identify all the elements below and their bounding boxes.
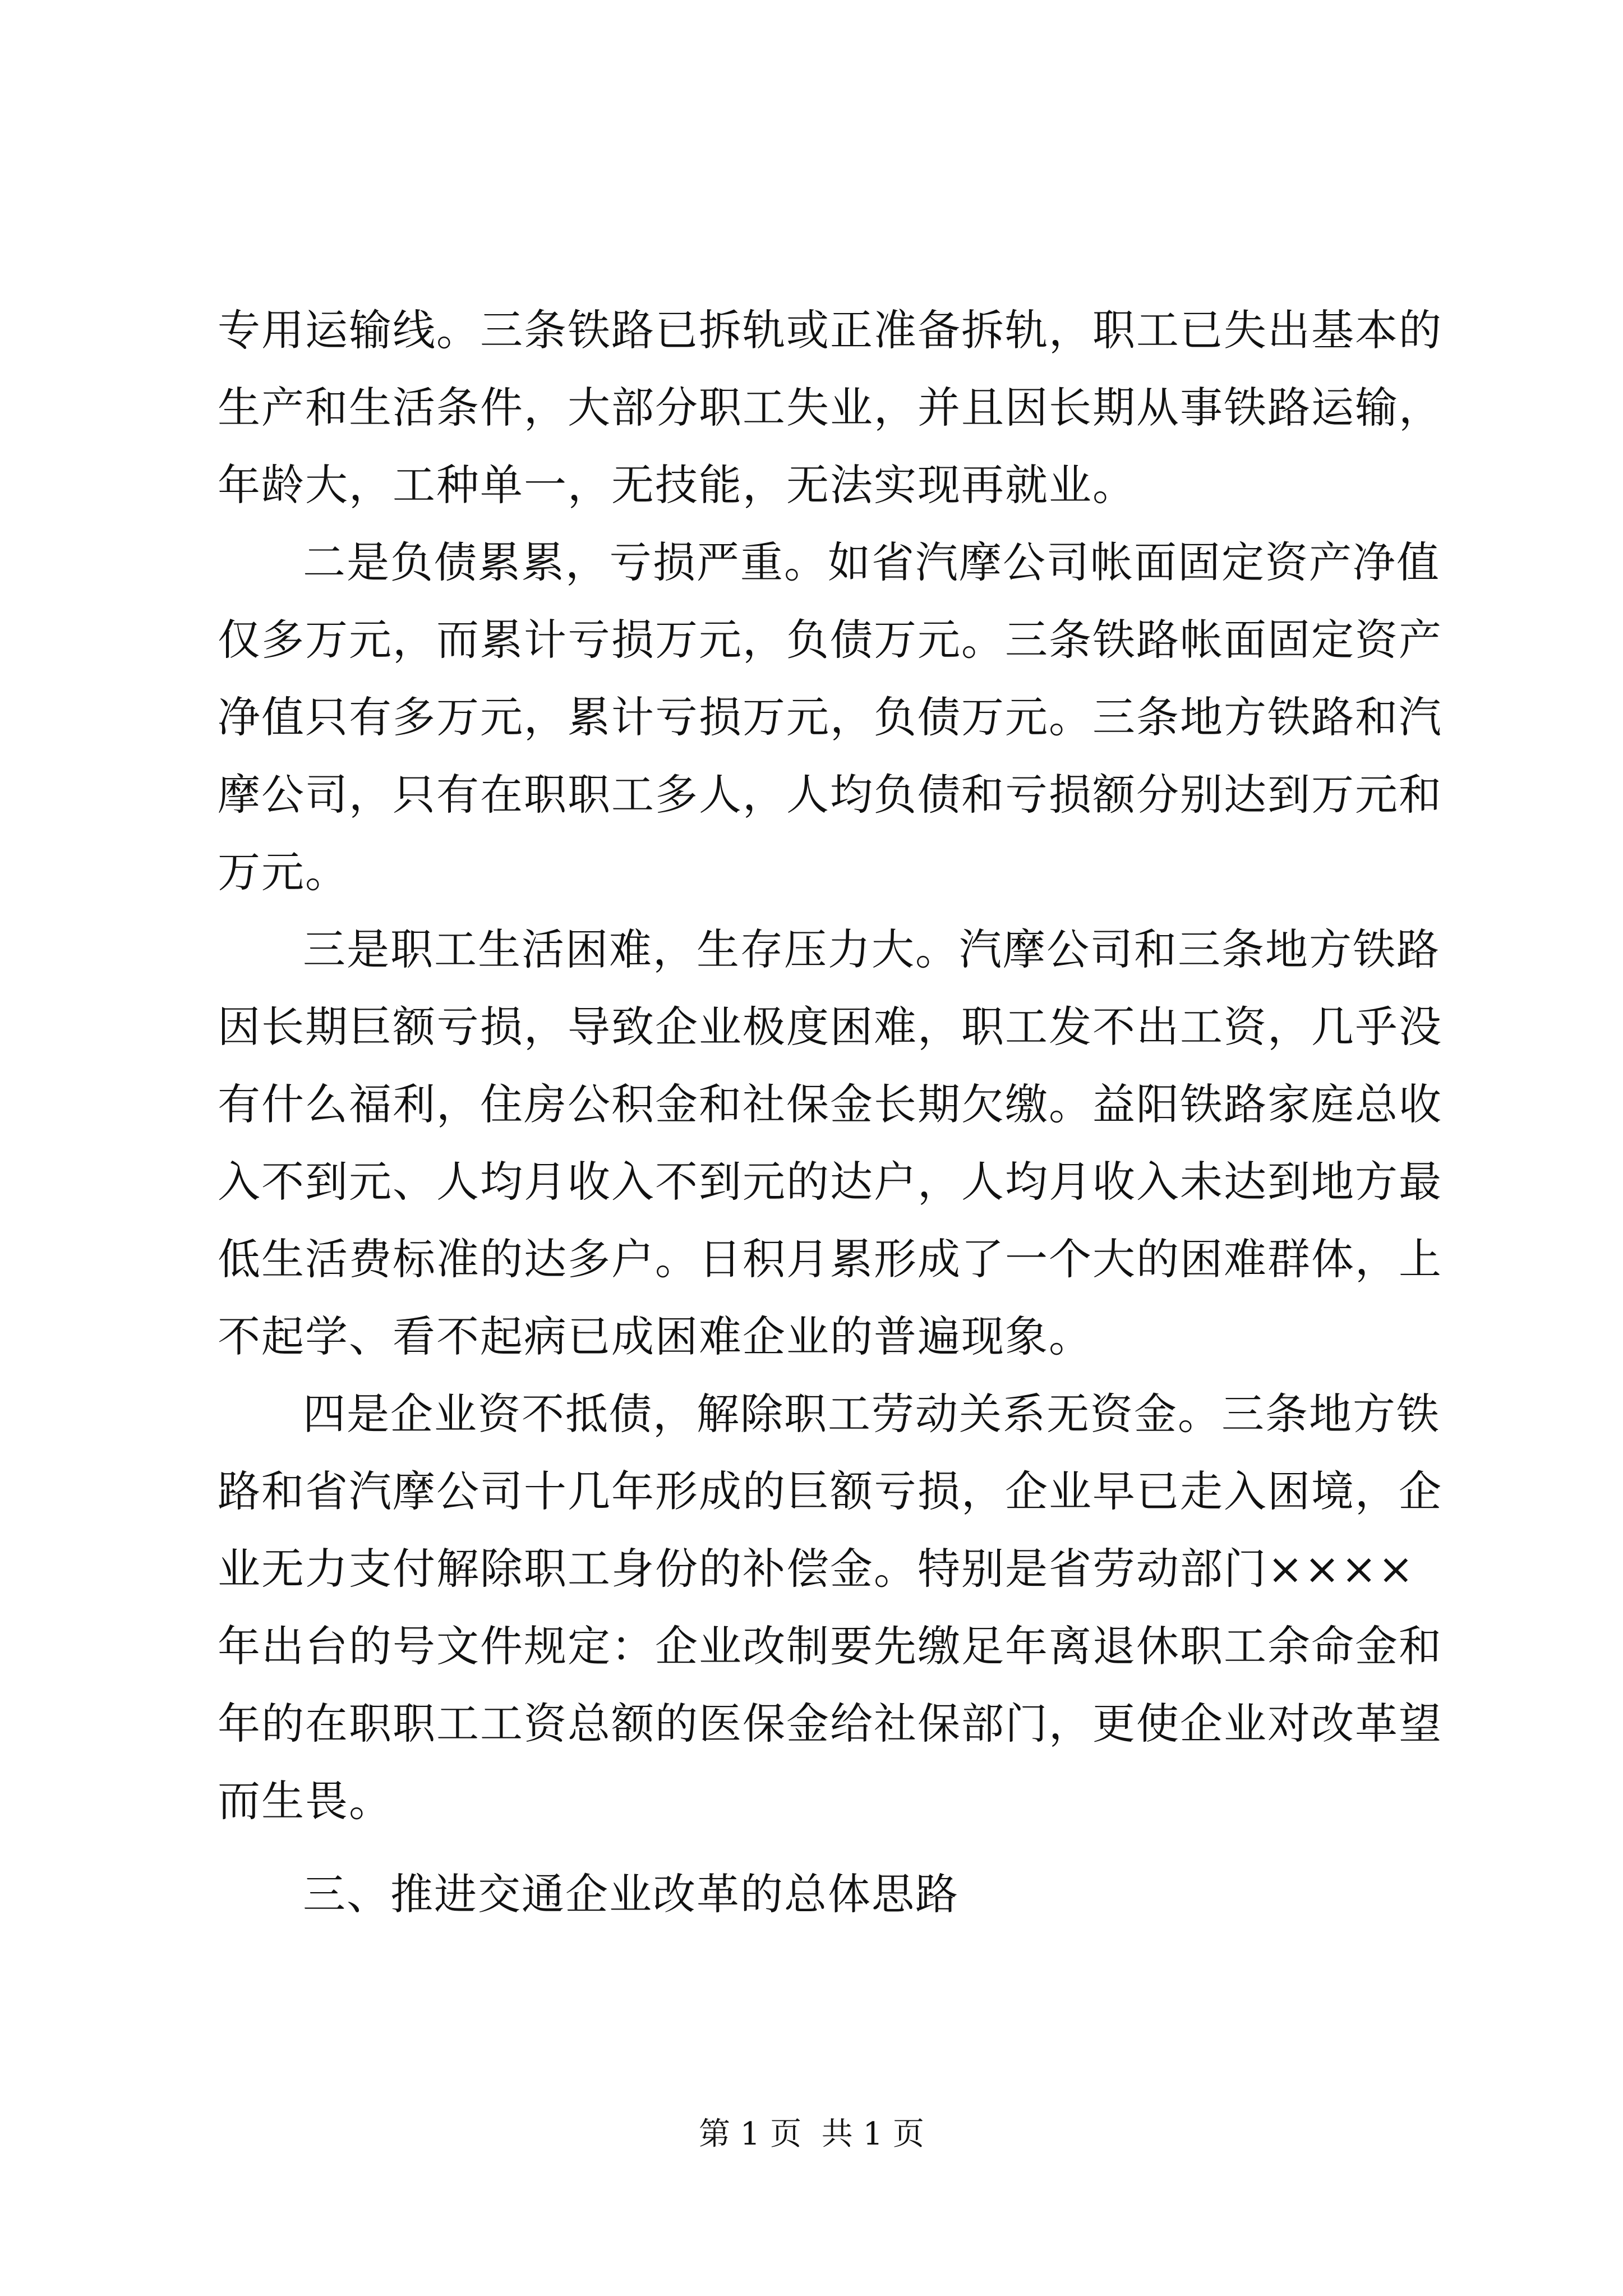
body-line: 入不到元、人均月收入不到元的达户，人均月收入未达到地方最 <box>218 1157 1442 1207</box>
paragraph-start-line: 三是职工生活困难，生存压力大。汽摩公司和三条地方铁路 <box>303 924 1440 974</box>
body-line: 年出台的号文件规定：企业改制要先缴足年离退休职工余命金和 <box>218 1621 1442 1671</box>
paragraph-start-line: 四是企业资不抵债，解除职工劳动关系无资金。三条地方铁 <box>303 1389 1440 1439</box>
body-line: 专用运输线。三条铁路已拆轨或正准备拆轨，职工已失出基本的 <box>218 305 1442 355</box>
body-line: 业无力支付解除职工身份的补偿金。特别是省劳动部门×××× <box>218 1544 1415 1594</box>
body-line: 不起学、看不起病已成困难企业的普遍现象。 <box>218 1312 1092 1361</box>
body-line: 路和省汽摩公司十几年形成的巨额亏损，企业早已走入困境，企 <box>218 1466 1442 1516</box>
document-body <box>218 292 1442 1933</box>
body-line: 万元。 <box>218 847 349 897</box>
body-line: 摩公司，只有在职职工多人，人均负债和亏损额分别达到万元和 <box>218 770 1442 820</box>
body-line: 有什么福利，住房公积金和社保金长期欠缴。益阳铁路家庭总收 <box>218 1079 1442 1129</box>
body-line: 仅多万元，而累计亏损万元，负债万元。三条铁路帐面固定资产 <box>218 615 1442 665</box>
body-line: 而生畏。 <box>218 1776 393 1826</box>
page-footer: 第 1 页 共 1 页 <box>698 2116 925 2152</box>
body-line: 因长期巨额亏损，导致企业极度困难，职工发不出工资，几乎没 <box>218 1002 1442 1052</box>
paragraph-start-line: 二是负债累累，亏损严重。如省汽摩公司帐面固定资产净值 <box>303 537 1440 587</box>
body-line: 年的在职职工工资总额的医保金给社保部门，更使企业对改革望 <box>218 1699 1442 1749</box>
body-line: 净值只有多万元，累计亏损万元，负债万元。三条地方铁路和汽 <box>218 692 1442 742</box>
body-line: 年龄大，工种单一，无技能，无法实现再就业。 <box>218 460 1136 510</box>
body-line: 低生活费标准的达多户。日积月累形成了一个大的困难群体，上 <box>218 1234 1442 1284</box>
section-heading: 三、推进交通企业改革的总体思路 <box>303 1869 959 1919</box>
body-line: 生产和生活条件，大部分职工失业，并且因长期从事铁路运输， <box>218 383 1442 432</box>
